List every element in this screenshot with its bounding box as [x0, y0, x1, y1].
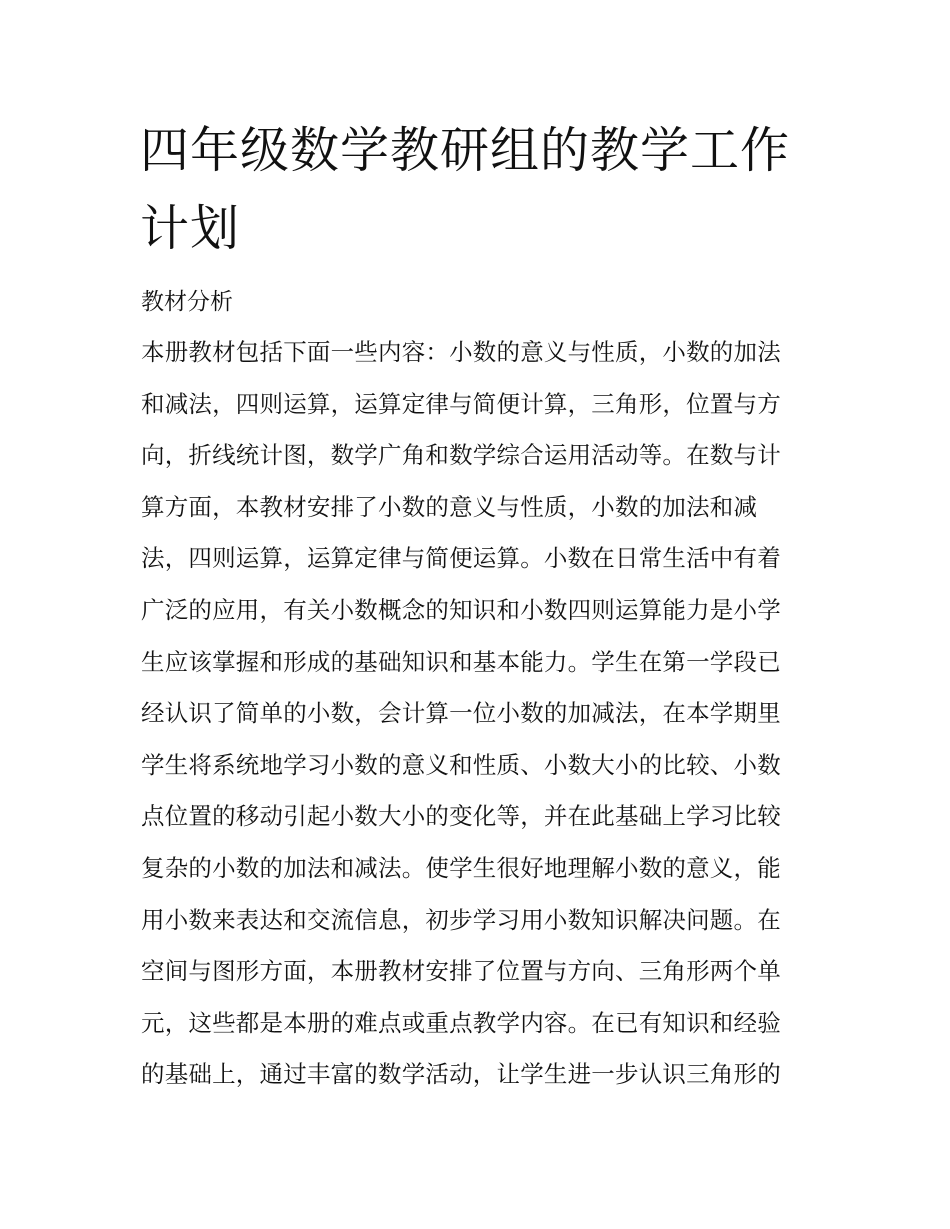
body-line: 点位置的移动引起小数大小的变化等，并在此基础上学习比较 [141, 802, 781, 831]
body-line: 用小数来表达和交流信息，初步学习用小数知识解决问题。在 [141, 905, 781, 934]
body-line: 经认识了简单的小数，会计算一位小数的加减法，在本学期里 [141, 699, 781, 728]
body-line: 的基础上，通过丰富的数学活动，让学生进一步认识三角形的 [141, 1060, 781, 1089]
document-title: 四年级数学教研组的教学工作计划 [140, 122, 791, 257]
section-heading: 教材分析 [141, 289, 233, 315]
body-line: 本册教材包括下面一些内容：小数的意义与性质，小数的加法 [141, 338, 781, 366]
body-line: 空间与图形方面，本册教材安排了位置与方向、三角形两个单 [141, 957, 781, 986]
body-line: 学生将系统地学习小数的意义和性质、小数大小的比较、小数 [141, 750, 781, 779]
body-line: 元，这些都是本册的难点或重点教学内容。在已有知识和经验 [141, 1008, 781, 1037]
body-line: 复杂的小数的加法和减法。使学生很好地理解小数的意义，能 [141, 853, 781, 882]
body-line: 法，四则运算，运算定律与简便运算。小数在日常生活中有着 [141, 544, 781, 573]
body-line: 广泛的应用，有关小数概念的知识和小数四则运算能力是小学 [141, 595, 781, 624]
body-line: 和减法，四则运算，运算定律与简便计算，三角形，位置与方 [141, 389, 781, 418]
body-line: 算方面，本教材安排了小数的意义与性质，小数的加法和减 [141, 492, 758, 521]
body-paragraph [141, 332, 831, 1106]
body-line: 向，折线统计图，数学广角和数学综合运用活动等。在数与计 [141, 441, 781, 470]
body-line: 生应该掌握和形成的基础知识和基本能力。学生在第一学段已 [141, 647, 781, 676]
